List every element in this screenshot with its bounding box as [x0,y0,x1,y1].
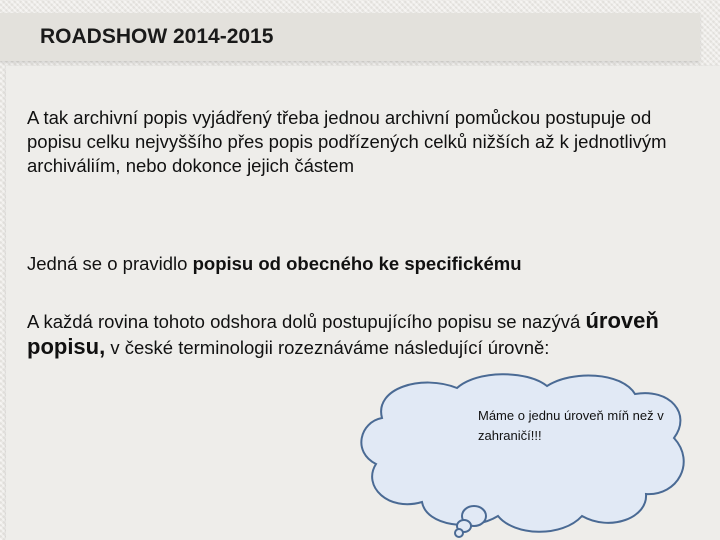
level-suffix: v české terminologii rozeznáváme následující úrovně: [105,337,550,358]
paragraph-archival-description: A tak archivní popis vyjádřený třeba jednou archivní pomůckou postupuje od popisu celku nejvyššího přes popis podřízených celků nižších až k jednotlivým archiváliím, nebo dokonce jejich částem [27,107,667,176]
level-prefix: A každá rovina tohoto odshora dolů postupujícího popisu se nazývá [27,311,586,332]
cloud-shape [361,374,683,532]
level-term: úroveň popisu, [27,308,659,359]
paragraph-description-level [27,308,667,360]
rule-prefix: Jedná se o pravidlo [27,253,193,274]
paragraph-rule [27,252,667,276]
rule-emphasis: popisu od obecného ke specifickému [192,253,522,274]
callout-text: Máme o jednu úroveň míň než v zahraničí!!! [478,408,664,443]
thought-cloud-icon [352,366,698,540]
slide-title: ROADSHOW 2014-2015 [40,25,274,48]
cloud-bubble-small [455,529,463,537]
